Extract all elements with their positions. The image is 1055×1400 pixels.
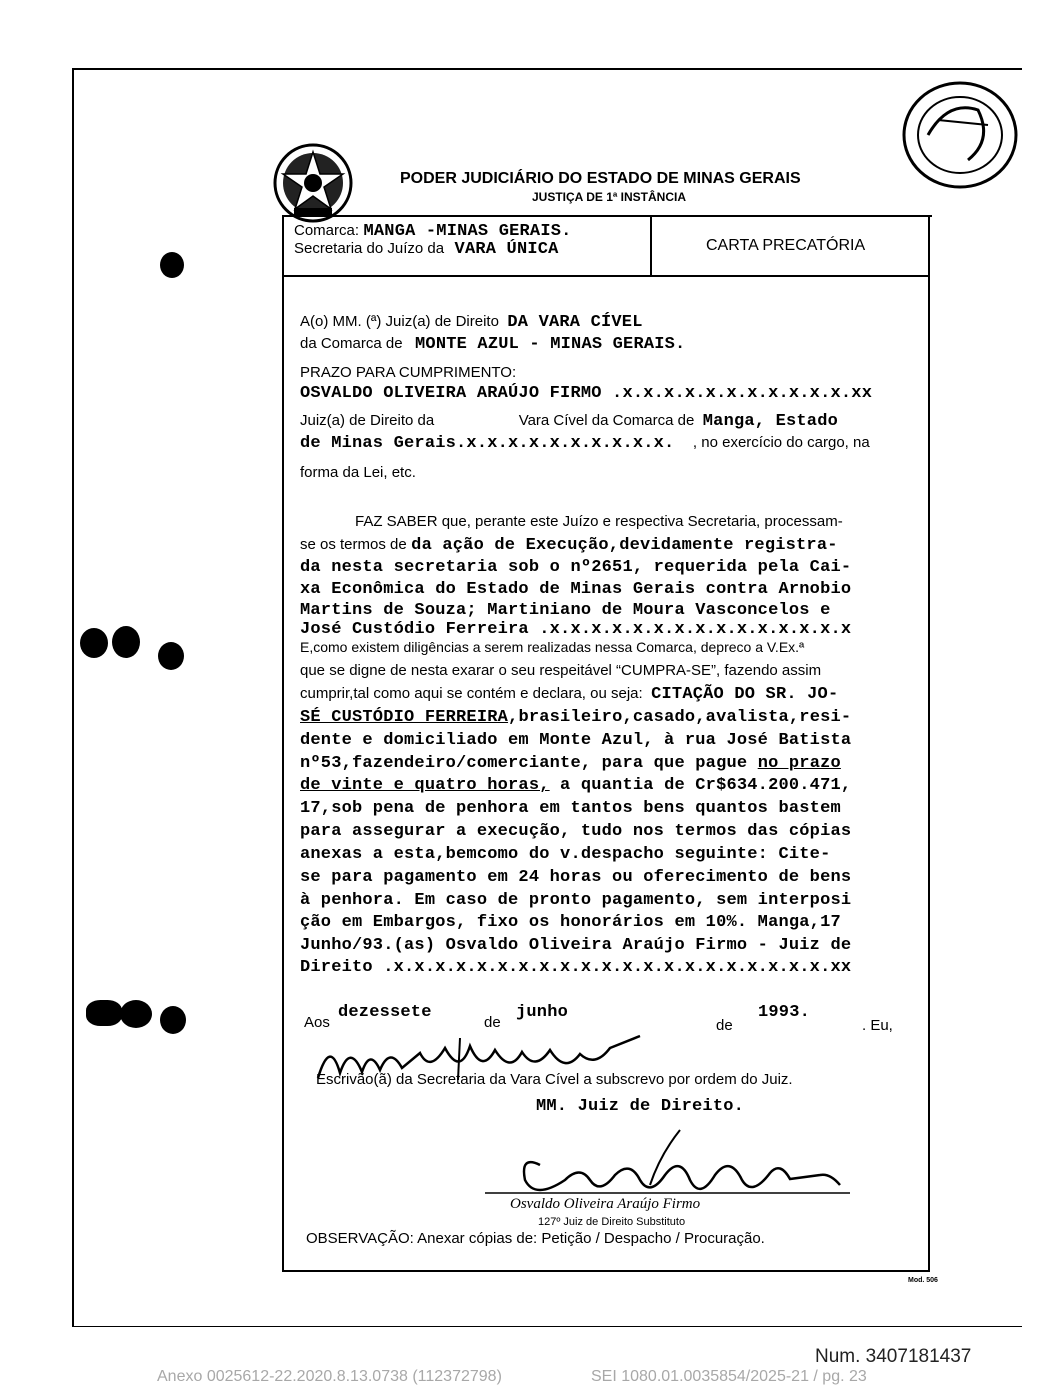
addr-comarca-value: MONTE AZUL - MINAS GERAIS. <box>415 335 686 354</box>
binder-hole <box>158 642 184 670</box>
body-line-14: 17,sob pena de penhora em tantos bens quantos bastem <box>300 799 841 818</box>
body-line-18: à penhora. Em caso de pronto pagamento, sem interposi <box>300 891 852 910</box>
escrivao-text: Escrivão(ã) da Secretaria da Vara Cível a subscrevo por ordem do Juiz. <box>316 1071 793 1088</box>
header-box-divider <box>650 215 652 275</box>
aos-label: Aos <box>304 1014 330 1031</box>
termos-value: da ação de Execução,devidamente registra- <box>411 536 838 555</box>
body-line-11: dente e domiciliado em Monte Azul, à rua José Batista <box>300 731 852 750</box>
stamp-judge-name: Osvaldo Oliveira Araújo Firmo <box>510 1196 701 1212</box>
body-line-15: para assegurar a execução, tudo nos termos das cópias <box>300 822 852 841</box>
body-line-16: anexas a esta,bemcomo do v.despacho seguinte: Cite- <box>300 845 831 864</box>
observacao: OBSERVAÇÃO: Anexar cópias de: Petição / Despacho / Procuração. <box>306 1230 765 1247</box>
body-line-8: que se digne de nesta exarar o seu respeitável “CUMPRA-SE”, fazendo assim <box>300 662 822 679</box>
body-line-9 <box>300 685 838 704</box>
pague-text: nº53,fazendeiro/comerciante, para que pague <box>300 754 748 773</box>
binder-hole <box>112 626 140 658</box>
juiz-label: Juiz(a) de Direito da <box>300 412 435 429</box>
form-top-rule <box>282 215 932 217</box>
quantia-text: a quantia de Cr$634.200.471, <box>560 776 852 795</box>
stamp-judge-role: 127º Juiz de Direito Substituto <box>538 1216 686 1228</box>
de-label-2: de <box>716 1017 733 1034</box>
binder-hole <box>120 1000 152 1028</box>
page-border-bottom <box>72 1326 1022 1327</box>
defendant-details: ,brasileiro,casado,avalista,resi- <box>508 708 852 727</box>
body-line-4: xa Econômica do Estado de Minas Gerais contra Arnobio <box>300 580 852 599</box>
document-type: CARTA PRECATÓRIA <box>706 237 866 254</box>
page-border-left <box>72 68 74 1326</box>
body-line-21: Direito .x.x.x.x.x.x.x.x.x.x.x.x.x.x.x.x.x.x.x.x.x.xx <box>300 958 852 977</box>
prazo-underlined: no prazo <box>757 754 841 773</box>
addr-line-5 <box>300 412 838 431</box>
binder-hole <box>86 1000 122 1026</box>
binder-hole <box>160 1006 186 1034</box>
faz-saber: FAZ SABER que, perante este Juízo e respectiva Secretaria, processam- <box>355 513 843 530</box>
prazo-label: PRAZO PARA CUMPRIMENTO: <box>300 364 517 381</box>
footer-number: Num. 3407181437 <box>815 1346 972 1367</box>
footer-anexo: Anexo 0025612-22.2020.8.13.0738 (112372798) <box>157 1368 502 1385</box>
horas-underlined: de vinte e quatro horas, <box>300 776 550 795</box>
addr-line-2 <box>300 335 685 354</box>
defendant-name: SÉ CUSTÓDIO FERREIRA <box>300 708 509 727</box>
body-line-5: Martins de Souza; Martiniano de Moura Vasconcelos e <box>300 601 831 620</box>
vara-label: Vara Cível da Comarca de <box>518 412 695 429</box>
addr-line-1 <box>300 313 643 332</box>
exercicio-label: , no exercício do cargo, na <box>692 434 870 451</box>
body-line-20: Junho/93.(as) Osvaldo Oliveira Araújo Firmo - Juiz de <box>300 936 852 955</box>
court-seal-icon <box>898 80 1018 190</box>
body-line-19: ção em Embargos, fixo os honorários em 10%. Manga,17 <box>300 913 841 932</box>
ano-value: 1993. <box>758 1003 811 1022</box>
body-line-10 <box>300 708 851 727</box>
body-line-17: se para pagamento em 24 horas ou oferecimento de bens <box>300 868 852 887</box>
judge-name: OSVALDO OLIVEIRA ARAÚJO FIRMO .x.x.x.x.x.x.x.x.x.x.x.xx <box>300 384 873 403</box>
header-subtitle: JUSTIÇA DE 1ª INSTÂNCIA <box>532 190 687 204</box>
mes-value: junho <box>516 1003 569 1022</box>
de-label-1: de <box>484 1014 501 1031</box>
body-line-7: E,como existem diligências a serem realizadas nessa Comarca, depreco a V.Ex.ª <box>300 639 805 655</box>
eu-label: . Eu, <box>862 1017 893 1034</box>
body-line-3: da nesta secretaria sob o nº2651, requerida pela Cai- <box>300 558 852 577</box>
secretaria-value: VARA ÚNICA <box>454 240 559 259</box>
header-title: PODER JUDICIÁRIO DO ESTADO DE MINAS GERAIS <box>400 170 801 187</box>
forma-da-lei: forma da Lei, etc. <box>300 464 416 481</box>
coat-of-arms-icon <box>272 142 354 224</box>
addr-line-6 <box>300 434 870 453</box>
binder-hole <box>160 252 184 278</box>
manga-value: Manga, Estado <box>702 412 839 431</box>
body-line-13 <box>300 776 851 795</box>
body-line-12 <box>300 754 841 773</box>
dia-value: dezessete <box>338 1003 432 1022</box>
comarca-row <box>294 222 572 241</box>
secretaria-row <box>294 240 559 259</box>
page-border-top <box>72 68 1022 70</box>
form-model: Mod. 506 <box>908 1277 938 1284</box>
body-line-6: José Custódio Ferreira .x.x.x.x.x.x.x.x.x.x.x.x.x.x.x <box>300 620 852 639</box>
comarca-value: MANGA -MINAS GERAIS. <box>363 222 572 241</box>
addr-judge-value: DA VARA CÍVEL <box>507 313 643 332</box>
cumprir-label: cumprir,tal como aqui se contém e declara, ou seja: <box>300 685 643 702</box>
estado-value: de Minas Gerais.x.x.x.x.x.x.x.x.x.x. <box>300 434 675 453</box>
termos-label: se os termos de <box>300 536 407 553</box>
mm-juiz: MM. Juiz de Direito. <box>536 1097 745 1116</box>
addr-comarca-label: da Comarca de <box>300 335 403 352</box>
comarca-label: Comarca: <box>294 222 360 239</box>
secretaria-label: Secretaria do Juízo da <box>294 240 445 257</box>
body-line-2 <box>300 536 838 555</box>
binder-hole <box>80 628 108 658</box>
addr-judge-label: A(o) MM. (ª) Juiz(a) de Direito <box>300 313 499 330</box>
footer-sei: SEI 1080.01.0035854/2025-21 / pg. 23 <box>591 1368 867 1385</box>
header-box-bottom <box>282 275 928 277</box>
citacao-value: CITAÇÃO DO SR. JO- <box>651 685 839 704</box>
